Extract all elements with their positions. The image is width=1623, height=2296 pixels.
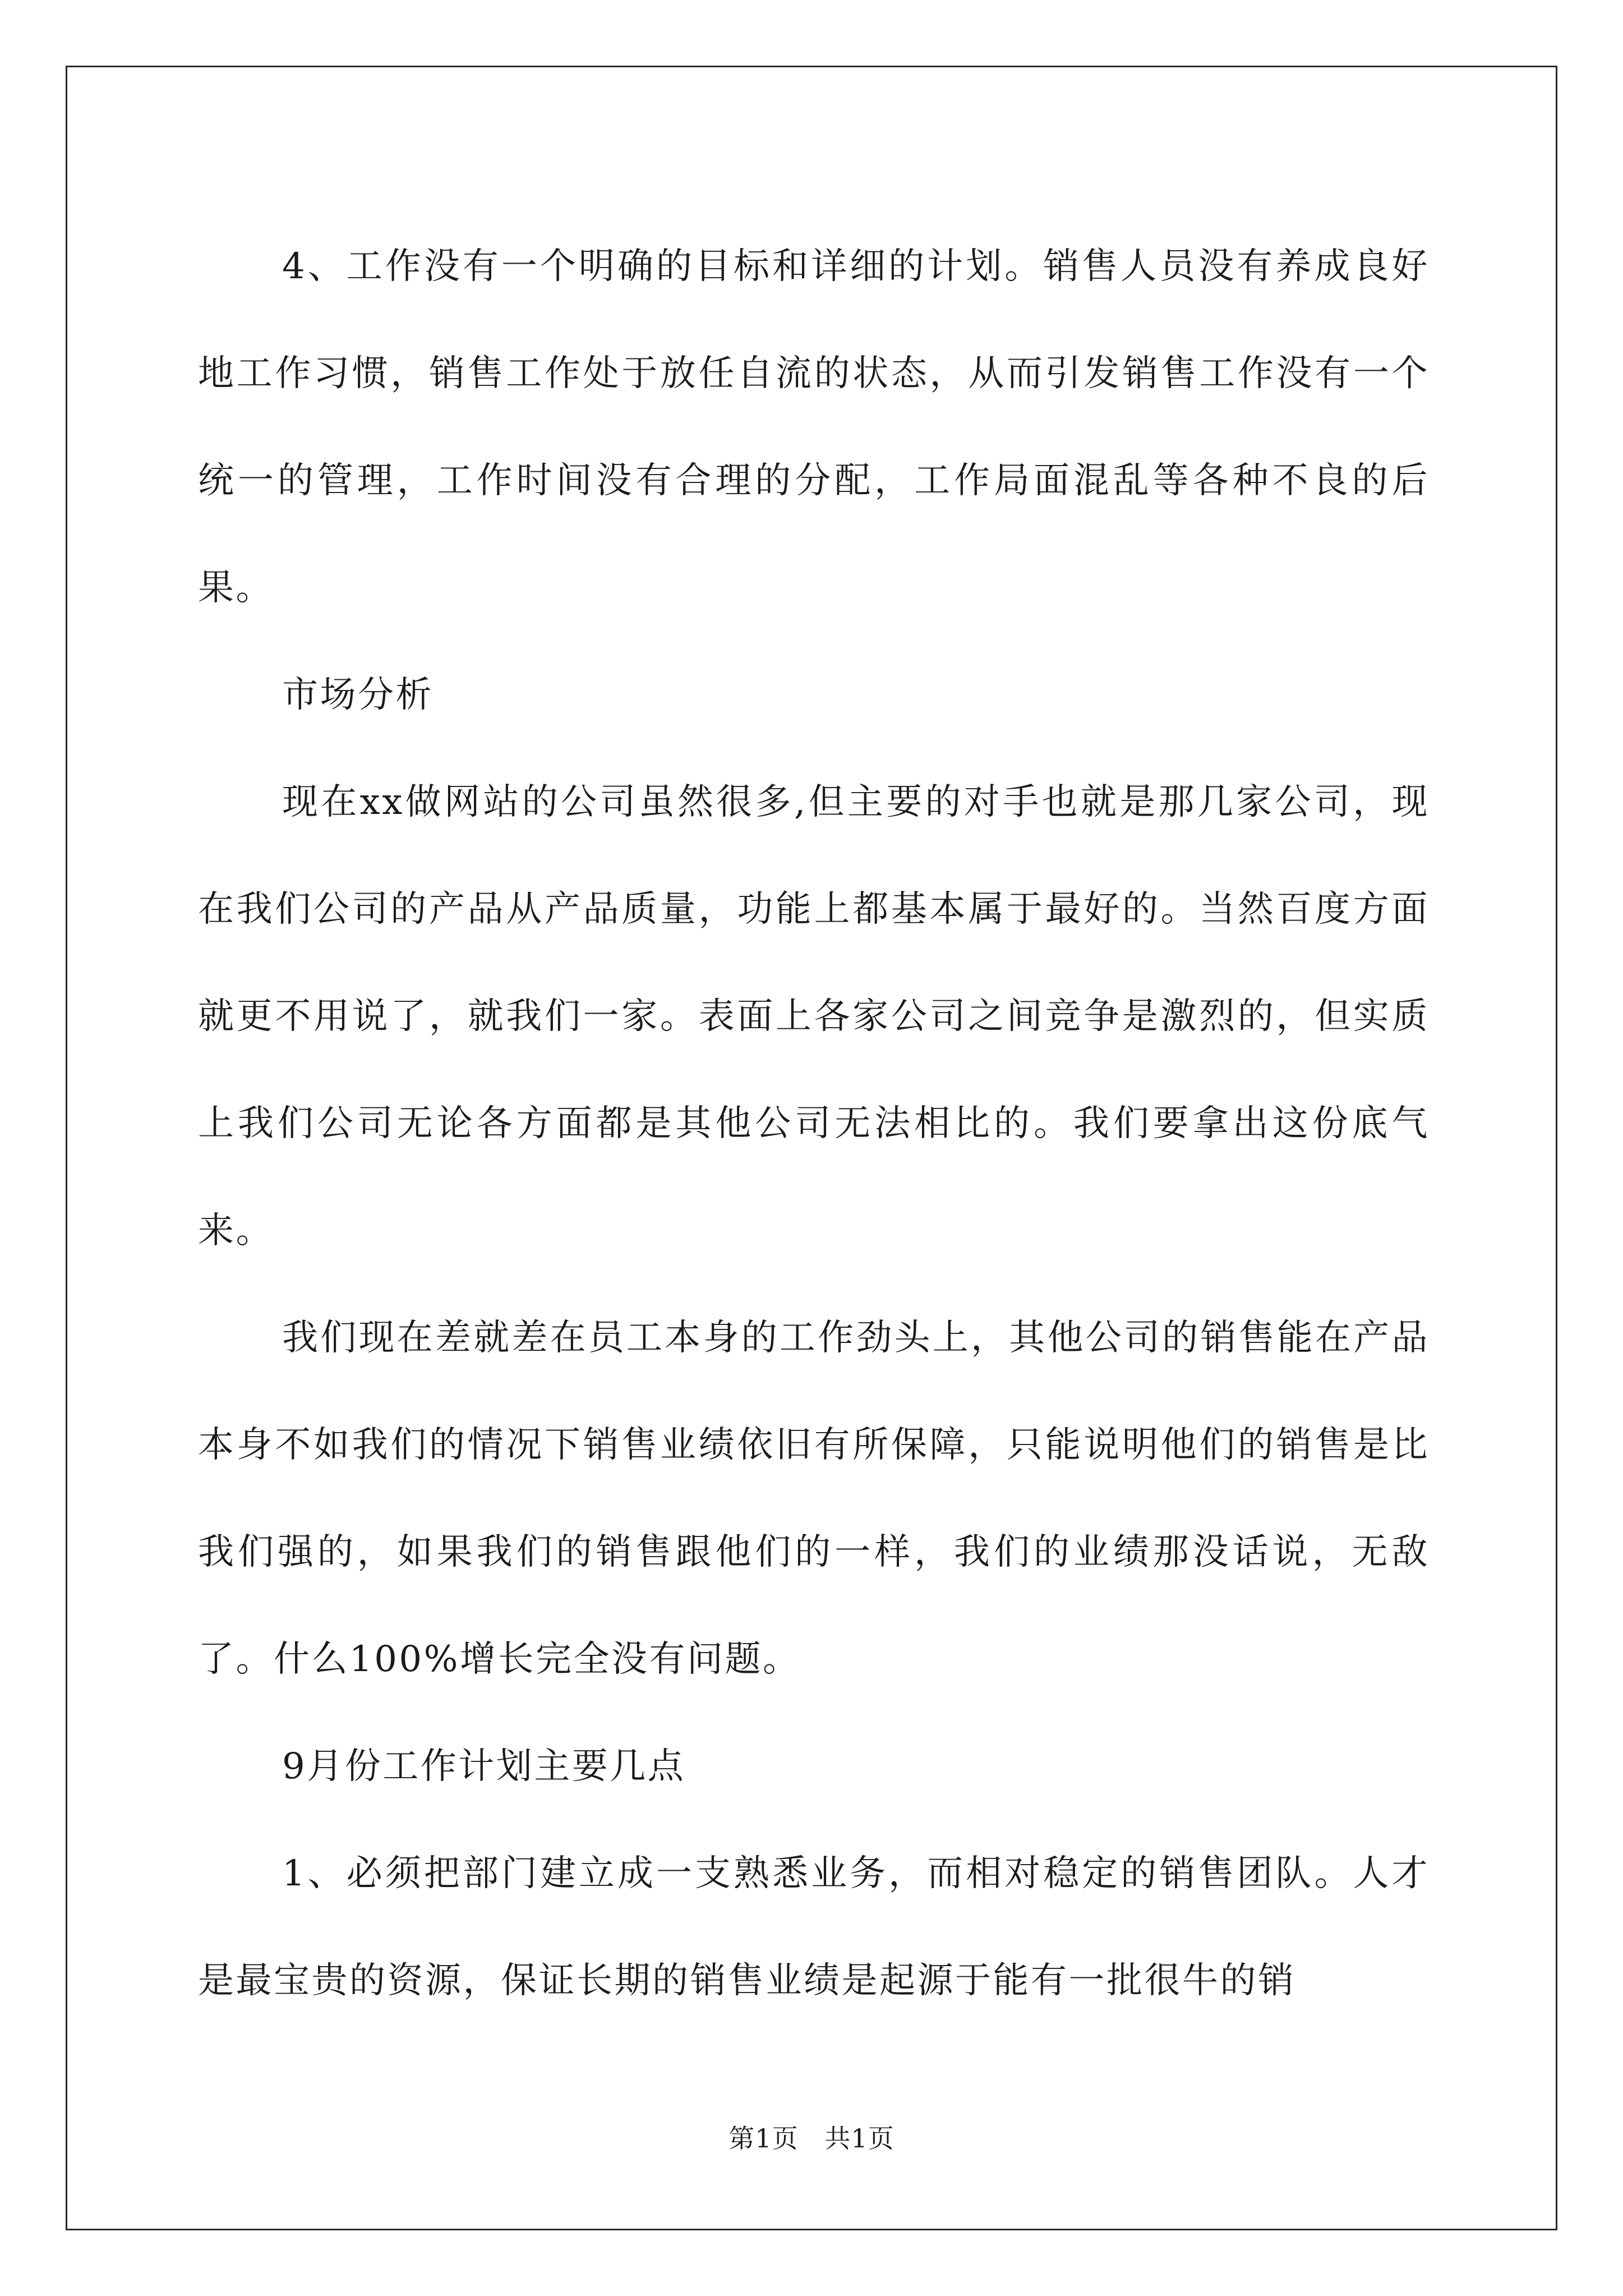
page-footer: 第1页 共1页	[728, 2123, 895, 2154]
paragraph-market-competition: 现在xx做网站的公司虽然很多,但主要的对手也就是那几家公司，现在我们公司的产品从产品质量，功能上都基本属于最好的。当然百度方面就更不用说了，就我们一家。表面上各家公司之间竞争是激烈的，但实质上我们公司无论各方面都是其他公司无法相比的。我们要拿出这份底气来。	[198, 781, 1430, 1251]
paragraph-work-plan-issue-4: 4、工作没有一个明确的目标和详细的计划。销售人员没有养成良好地工作习惯，销售工作处于放任自流的状态，从而引发销售工作没有一个统一的管理，工作时间没有合理的分配，工作局面混乱等各种不良的后果。	[198, 246, 1430, 609]
paragraph-plan-point-1: 1、必须把部门建立成一支熟悉业务，而相对稳定的销售团队。人才是最宝贵的资源，保证长期的销售业绩是起源于能有一批很牛的销	[198, 1853, 1430, 2001]
paragraph-sales-performance: 我们现在差就差在员工本身的工作劲头上，其他公司的销售能在产品本身不如我们的情况下销售业绩依旧有所保障，只能说明他们的销售是比我们强的，如果我们的销售跟他们的一样，我们的业绩那没话说，无敌了。什么100%增长完全没有问题。	[198, 1317, 1430, 1680]
heading-market-analysis: 市场分析	[282, 674, 434, 716]
heading-september-plan: 9月份工作计划主要几点	[282, 1746, 686, 1787]
document-body	[198, 213, 1430, 2035]
